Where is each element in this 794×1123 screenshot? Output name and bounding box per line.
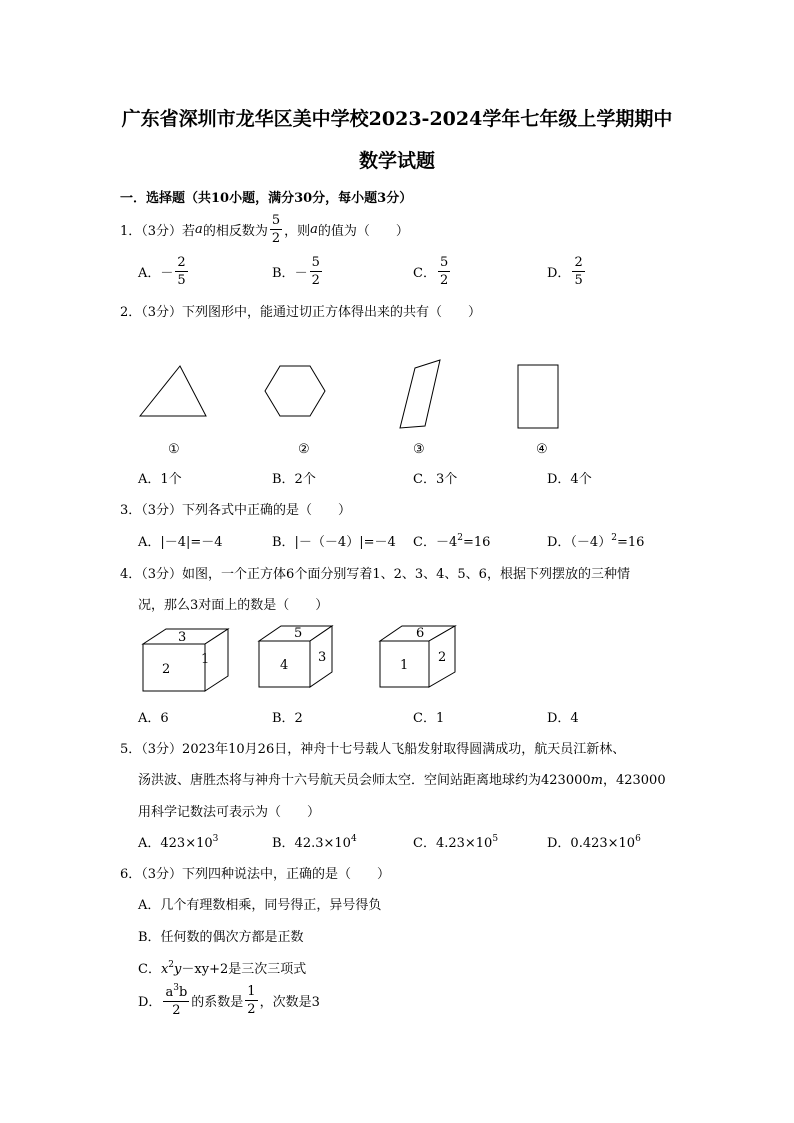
option-denominator: 2 xyxy=(439,273,449,288)
option-numerator: 5 xyxy=(439,255,449,270)
q6-d-fraction xyxy=(163,984,189,1017)
q4-option-c[interactable]: C．1 xyxy=(413,711,445,726)
q6-c-rest: －xy+2是三次三项式 xyxy=(181,962,307,977)
option-label: C． xyxy=(138,962,161,977)
q3-option-c[interactable] xyxy=(413,531,490,550)
q4-option-b[interactable]: B．2 xyxy=(272,711,303,726)
option-exponent: 2 xyxy=(457,533,463,543)
q1-prefix: 1．（3分）若 xyxy=(120,224,196,239)
option-numerator: 2 xyxy=(574,255,583,270)
triangle-shape xyxy=(140,366,206,416)
option-fraction xyxy=(175,256,187,287)
option-label: A． xyxy=(138,266,161,281)
cube-top-number: 5 xyxy=(294,626,303,641)
q6-option-c[interactable] xyxy=(138,958,306,977)
cube-front-number: 4 xyxy=(280,658,289,673)
q6-d-b: b xyxy=(178,985,188,1000)
q2-option-a[interactable]: A．1个 xyxy=(138,472,182,487)
q3-option-d[interactable] xyxy=(547,531,644,550)
q6-c-exponent: 2 xyxy=(168,960,175,970)
option-base: D．0.423×10 xyxy=(547,836,636,851)
cube-1 xyxy=(143,629,228,691)
q6-c-x: x xyxy=(160,962,169,977)
q1-post1: ，则 xyxy=(284,224,311,239)
q6-d-coef-numerator: 1 xyxy=(247,984,256,999)
question-5-line-1: 5．（3分）2023年10月26日，神舟十七号载人飞船发射取得圆满成功，航天员江新林、 xyxy=(120,742,626,757)
cube-side-number: 1 xyxy=(201,652,210,667)
q2-option-b[interactable]: B．2个 xyxy=(272,472,316,487)
question-2: 2．（3分）下列图形中，能通过切正方体得出来的共有（ ） xyxy=(120,305,482,320)
q2-option-c[interactable]: C．3个 xyxy=(413,472,458,487)
question-6: 6．（3分）下列四种说法中，正确的是（ ） xyxy=(120,867,391,882)
rectangle-shape xyxy=(518,365,558,428)
cube-side-number: 2 xyxy=(438,650,447,665)
figure-label-4: ④ xyxy=(536,442,548,457)
q6-d-a: a xyxy=(165,985,174,1000)
figure-label-2: ② xyxy=(298,442,310,457)
q6-d-tail: ，次数是3 xyxy=(259,995,320,1010)
q4-cubes xyxy=(130,620,480,700)
q6-option-b[interactable]: B．任何数的偶次方都是正数 xyxy=(138,930,304,945)
q1-variable: a xyxy=(195,222,203,237)
cube-2 xyxy=(259,626,332,687)
option-label: D． xyxy=(547,266,571,281)
option-label: C． xyxy=(413,266,436,281)
q2-option-d[interactable]: D．4个 xyxy=(547,472,592,487)
q6-d-numerator xyxy=(163,984,189,1002)
q1-fraction xyxy=(270,214,282,245)
hexagon-shape xyxy=(265,366,325,416)
option-base: A．423×10 xyxy=(138,836,213,851)
option-exponent: 6 xyxy=(635,834,641,844)
q5-unit: m xyxy=(590,773,603,788)
option-label: B． xyxy=(272,266,295,281)
cube-top-number: 6 xyxy=(416,626,425,641)
figure-label-1: ① xyxy=(168,442,180,457)
cube-front-number: 1 xyxy=(400,658,409,673)
q6-d-denominator: 2 xyxy=(172,1003,181,1018)
option-text: A．|－4|=－4 xyxy=(138,535,223,550)
q4-option-d[interactable]: D．4 xyxy=(547,711,579,726)
q1-fraction-denominator: 2 xyxy=(271,231,281,246)
q5-line-2-text: 汤洪波、唐胜杰将与神舟十六号航天员会师太空．空间站距离地球约为423000 xyxy=(138,773,591,788)
option-denominator: 2 xyxy=(311,273,320,288)
option-numerator: 2 xyxy=(177,255,186,270)
parallelogram-shape xyxy=(400,360,440,428)
option-exponent: 2 xyxy=(611,533,617,543)
q5-line-2-tail: ，423000 xyxy=(602,773,666,788)
option-text: C．－4 xyxy=(413,535,458,550)
option-sign: － xyxy=(294,266,308,281)
q6-c-y: y xyxy=(174,962,182,977)
question-5-line-2 xyxy=(138,769,666,788)
option-label: D． xyxy=(138,995,162,1010)
q6-d-coef-fraction xyxy=(245,985,257,1016)
q5-option-b[interactable] xyxy=(272,832,357,851)
q2-figures xyxy=(130,355,580,465)
q4-option-a[interactable]: A．6 xyxy=(138,711,169,726)
option-denominator: 5 xyxy=(574,273,583,288)
option-exponent: 3 xyxy=(212,834,219,844)
q5-option-a[interactable] xyxy=(138,832,218,851)
q1-option-c[interactable] xyxy=(413,256,452,287)
option-base: C．4.23×10 xyxy=(413,836,493,851)
q6-option-d[interactable] xyxy=(138,984,320,1017)
question-5-line-3: 用科学记数法可表示为（ ） xyxy=(138,805,321,820)
q5-option-c[interactable] xyxy=(413,832,498,851)
option-exponent: 4 xyxy=(350,834,357,844)
q1-post2: 的值为（ ） xyxy=(317,224,409,239)
section-heading: 一．选择题（共10小题，满分30分，每小题3分） xyxy=(120,191,413,206)
question-3: 3．（3分）下列各式中正确的是（ ） xyxy=(120,503,352,518)
document-subtitle: 数学试题 xyxy=(358,150,435,172)
q6-option-a[interactable]: A．几个有理数相乘，同号得正，异号得负 xyxy=(138,898,382,913)
q6-d-middle: 的系数是 xyxy=(191,995,244,1010)
figure-label-3: ③ xyxy=(413,442,425,457)
q3-option-a[interactable] xyxy=(138,531,223,550)
q1-option-d[interactable] xyxy=(547,256,587,287)
option-fraction xyxy=(572,256,584,287)
option-sign: － xyxy=(160,266,174,281)
question-1 xyxy=(120,214,409,245)
option-exponent: 5 xyxy=(492,834,499,844)
option-base: B．42.3×10 xyxy=(272,836,351,851)
option-text: D．（－4） xyxy=(547,535,612,550)
question-4-line-1: 4．（3分）如图，一个正方体6个面分别写着1、2、3、4、5、6，根据下列摆放的三种情 xyxy=(120,567,630,582)
option-numerator: 5 xyxy=(311,255,320,270)
option-fraction xyxy=(438,256,450,287)
q1-option-b[interactable] xyxy=(272,256,324,287)
cube-top-number: 3 xyxy=(178,630,187,645)
option-text: B．|－（－4）|=－4 xyxy=(272,535,396,550)
q1-option-a[interactable] xyxy=(138,256,190,287)
option-tail: =16 xyxy=(616,535,645,550)
question-4-line-2: 况，那么3对面上的数是（ ） xyxy=(138,598,329,613)
cube-3 xyxy=(380,626,455,687)
q1-variable-2: a xyxy=(310,222,318,237)
option-denominator: 5 xyxy=(177,273,186,288)
q1-middle: 的相反数为 xyxy=(202,224,268,239)
q6-d-coef-denominator: 2 xyxy=(247,1002,256,1017)
q6-d-exponent: 3 xyxy=(173,983,179,993)
cube-front-number: 2 xyxy=(162,662,171,677)
option-tail: =16 xyxy=(462,535,491,550)
cube-side-number: 3 xyxy=(318,650,327,665)
cube-front-face xyxy=(143,644,205,691)
q5-option-d[interactable] xyxy=(547,832,641,851)
document-title: 广东省深圳市龙华区美中学校2023-2024学年七年级上学期期中 xyxy=(121,108,673,130)
q1-fraction-numerator: 5 xyxy=(271,213,281,228)
option-fraction xyxy=(310,256,322,287)
q3-option-b[interactable] xyxy=(272,531,396,550)
